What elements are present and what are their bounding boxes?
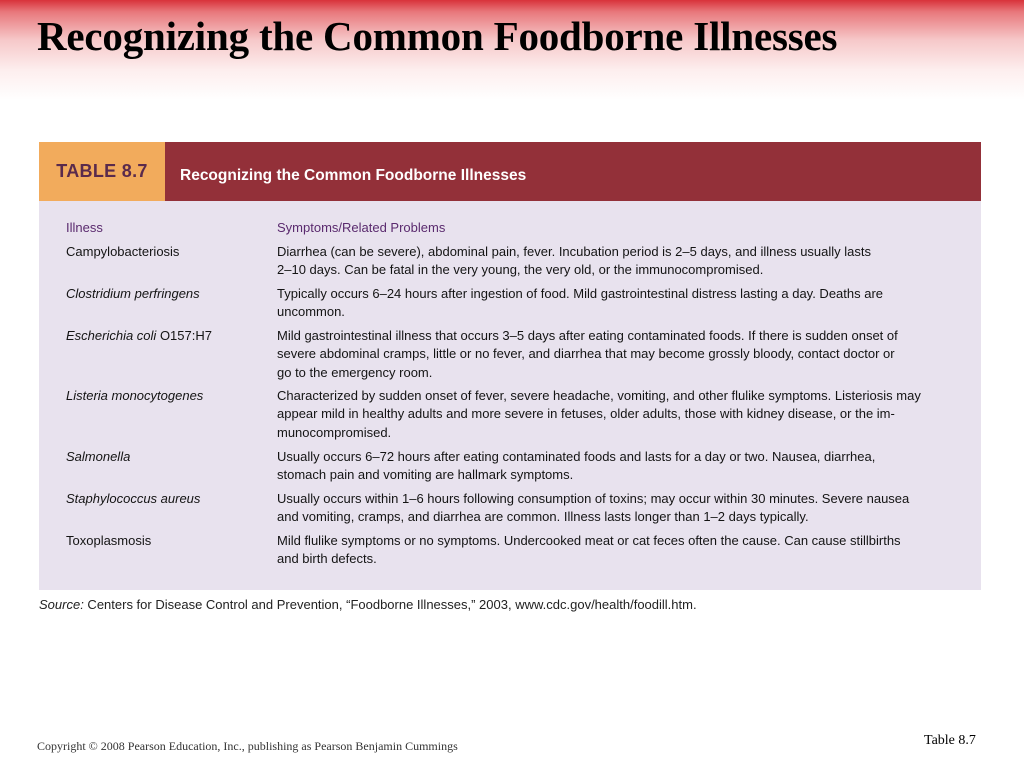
table-header-bar	[39, 142, 981, 201]
illness-name: Campylobacteriosis	[66, 244, 180, 259]
illness-name: Salmonella	[66, 449, 131, 464]
source-citation: Source: Centers for Disease Control and Prevention, “Foodborne Illnesses,” 2003, www.cdc.gov/health/foodill.htm.	[39, 597, 697, 612]
symptoms-text: Characterized by sudden onset of fever, severe headache, vomiting, and other flulike symptoms. Listeriosis may appear mild in healthy adults and more severe in fetuses, older adults, those with kidney disease, or the im- munocompromised.	[277, 388, 921, 440]
illness-name: Listeria monocytogenes	[66, 388, 204, 403]
illness-name: Staphylococcus aureus	[66, 491, 201, 506]
illness-table	[39, 142, 981, 590]
illness-name: Escherichia coli O157:H7	[66, 328, 212, 343]
slide-title: Recognizing the Common Foodborne Illnesses	[37, 13, 838, 59]
table-reference: Table 8.7	[924, 733, 976, 748]
symptoms-text: Diarrhea (can be severe), abdominal pain, fever. Incubation period is 2–5 days, and illness usually lasts 2–10 days. Can be fatal in the very young, the very old, or the immunocompromised.	[277, 244, 872, 278]
table-title: Recognizing the Common Foodborne Illnesses	[180, 167, 527, 184]
table-number-label: TABLE 8.7	[39, 142, 165, 201]
illness-name: Toxoplasmosis	[66, 533, 152, 548]
copyright-footer: Copyright © 2008 Pearson Education, Inc., publishing as Pearson Benjamin Cummings	[37, 739, 458, 753]
symptoms-text: Mild flulike symptoms or no symptoms. Undercooked meat or cat feces often the cause. Can cause stillbirths and birth defects.	[277, 533, 901, 567]
symptoms-text: Usually occurs within 1–6 hours following consumption of toxins; may occur within 30 minutes. Severe nausea and vomiting, cramps, and diarrhea are common. Illness lasts longer than 1–2 days typically.	[277, 491, 910, 525]
column-header-symptoms: Symptoms/Related Problems	[277, 220, 446, 235]
symptoms-text: Typically occurs 6–24 hours after ingestion of food. Mild gastrointestinal distress lasting a day. Deaths are uncommon.	[277, 286, 884, 320]
symptoms-text: Mild gastrointestinal illness that occurs 3–5 days after eating contaminated foods. If there is sudden onset of severe abdominal cramps, little or no fever, and diarrhea that may become grossly bloody, contact doctor or go to the emergency room.	[277, 328, 898, 380]
column-header-illness: Illness	[66, 220, 103, 235]
illness-name: Clostridium perfringens	[66, 286, 200, 301]
symptoms-text: Usually occurs 6–72 hours after eating contaminated foods and lasts for a day or two. Nausea, diarrhea, stomach pain and vomiting are hallmark symptoms.	[277, 449, 876, 483]
